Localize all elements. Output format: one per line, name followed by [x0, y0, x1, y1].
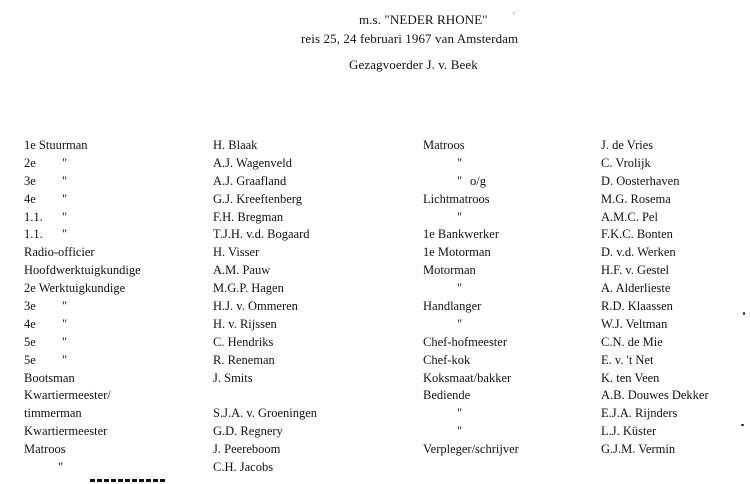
crew-name: K. ten Veen	[601, 370, 660, 385]
ditto-mark: "	[457, 406, 463, 421]
ditto-mark: "	[62, 227, 68, 242]
crew-name: A.M.C. Pel	[601, 209, 658, 224]
crew-rank-row	[423, 405, 519, 423]
crew-rank: Lichtmatroos	[423, 191, 490, 206]
crew-rank-row	[24, 423, 141, 441]
crew-name: A. Alderlieste	[601, 281, 671, 296]
crew-rank-row	[423, 155, 519, 173]
crew-name: D. v.d. Werken	[601, 245, 676, 260]
crew-rank-row	[423, 262, 519, 280]
crew-rank: 1.1.	[24, 227, 43, 242]
ditto-mark: "	[62, 209, 68, 224]
crew-name: C. Vrolijk	[601, 155, 651, 170]
crew-rank-row	[423, 137, 519, 155]
captain-line: Gezagvoerder J. v. Beek	[349, 57, 478, 72]
crew-rank-row	[423, 441, 519, 459]
rank-suffix: o/g	[470, 173, 486, 188]
crew-rank: Handlanger	[423, 299, 482, 314]
crew-rank: 2e Werktuigkundige	[24, 281, 126, 296]
crew-rank-row	[423, 370, 519, 388]
crew-rank-row	[423, 298, 519, 316]
crew-rank: 3e	[24, 173, 36, 188]
crew-name: E. v. 't Net	[601, 352, 654, 367]
crew-name: C.H. Jacobs	[213, 460, 274, 475]
crew-rank-row	[423, 226, 519, 244]
crew-rank: Kwartiermeester	[24, 424, 108, 439]
crew-rank: Bediende	[423, 388, 471, 403]
ditto-mark: "	[457, 155, 463, 170]
ditto-mark: "	[457, 281, 463, 296]
crew-rank-row	[423, 352, 519, 370]
crew-rank: Matroos	[24, 442, 66, 457]
crew-rank: 1e Motorman	[423, 245, 491, 260]
crew-rank-row	[24, 137, 141, 155]
crew-rank-row	[24, 405, 141, 423]
crew-rank: Chef-kok	[423, 352, 471, 367]
crew-name: W.J. Veltman	[601, 316, 668, 331]
crew-name: G.J.M. Vermin	[601, 442, 676, 457]
crew-rank: Radio-officier	[24, 245, 95, 260]
crew-rank-row	[24, 352, 141, 370]
crew-name	[213, 387, 317, 405]
crew-name: J. Peereboom	[213, 442, 281, 457]
crew-rank: 3e	[24, 299, 36, 314]
crew-name: A.B. Douwes Dekker	[601, 388, 709, 403]
ditto-mark: "	[62, 191, 68, 206]
ditto-mark: "	[457, 316, 463, 331]
crew-rank-row	[24, 262, 141, 280]
crew-name: J. Smits	[213, 370, 253, 385]
crew-rank-row	[24, 370, 141, 388]
cut-line	[90, 479, 166, 482]
crew-name: C.N. de Mie	[601, 334, 663, 349]
crew-rank-row	[24, 334, 141, 352]
ditto-mark: "	[62, 155, 68, 170]
crew-rank: timmerman	[24, 406, 82, 421]
right-rank-column	[423, 137, 519, 459]
crew-rank: Motorman	[423, 263, 476, 278]
ditto-mark: "	[58, 460, 64, 475]
crew-name: H. Blaak	[213, 138, 258, 152]
crew-name: L.J. Küster	[601, 424, 657, 439]
crew-name: H. v. Rijssen	[213, 316, 277, 331]
scan-speck	[743, 312, 745, 315]
ditto-mark: "	[62, 299, 68, 314]
ship-title: m.s. "NEDER RHONE"	[359, 12, 488, 27]
crew-rank: Koksmaat/bakker	[423, 370, 512, 385]
left-rank-column	[24, 137, 141, 477]
crew-rank-row	[423, 191, 519, 209]
crew-rank: 1e Stuurman	[24, 138, 88, 152]
crew-name: G.J. Kreeftenberg	[213, 191, 302, 206]
crew-rank-row	[24, 155, 141, 173]
crew-name: H.F. v. Gestel	[601, 263, 669, 278]
scan-speck	[741, 424, 744, 426]
crew-rank-row	[423, 209, 519, 227]
crew-name: T.J.H. v.d. Bogaard	[213, 227, 310, 242]
crew-rank-row	[423, 173, 519, 191]
ditto-mark: "	[62, 316, 68, 331]
ditto-mark: "	[62, 334, 68, 349]
crew-rank: 5e	[24, 352, 36, 367]
crew-rank-row	[423, 334, 519, 352]
ditto-mark: "	[62, 352, 68, 367]
crew-name: J. de Vries	[601, 138, 654, 152]
crew-name: E.J.A. Rijnders	[601, 406, 678, 421]
crew-rank: Bootsman	[24, 370, 75, 385]
crew-name: F.H. Bregman	[213, 209, 284, 224]
crew-name: R.D. Klaassen	[601, 299, 673, 314]
crew-rank-row	[24, 387, 141, 405]
crew-rank: Verpleger/schrijver	[423, 442, 519, 457]
crew-rank: Hoofdwerktuigkundige	[24, 263, 141, 278]
ditto-mark: "	[457, 209, 463, 224]
crew-rank-row	[24, 298, 141, 316]
crew-name: H. Visser	[213, 245, 260, 260]
crew-name: M.G.P. Hagen	[213, 281, 284, 296]
crew-name: A.J. Graafland	[213, 173, 287, 188]
crew-name: M.G. Rosema	[601, 191, 671, 206]
left-name-column	[213, 137, 317, 477]
crew-rank-row	[423, 280, 519, 298]
crew-rank: 2e	[24, 155, 36, 170]
crew-name: S.J.A. v. Groeningen	[213, 406, 318, 421]
crew-rank-row	[423, 244, 519, 262]
crew-rank: Chef-hofmeester	[423, 334, 507, 349]
crew-rank: 1e Bankwerker	[423, 227, 500, 242]
crew-rank-row	[24, 244, 141, 262]
crew-rank: 1.1.	[24, 209, 43, 224]
crew-rank-row	[24, 316, 141, 334]
crew-name: F.K.C. Bonten	[601, 227, 673, 242]
crew-rank-row	[24, 280, 141, 298]
crew-rank-row	[423, 387, 519, 405]
ditto-mark: "	[457, 173, 463, 188]
right-name-column	[601, 137, 709, 459]
crew-rank: Kwartiermeester/	[24, 388, 111, 403]
voyage-line: reis 25, 24 februari 1967 van Amsterdam	[301, 31, 519, 46]
crew-rank-row	[423, 316, 519, 334]
crew-name: A.J. Wagenveld	[213, 155, 292, 170]
crew-name: H.J. v. Ommeren	[213, 299, 298, 314]
crew-rank: Matroos	[423, 138, 465, 152]
scan-mark: '	[513, 11, 515, 22]
crew-rank-row	[423, 423, 519, 441]
crew-rank: 5e	[24, 334, 36, 349]
crew-rank-row	[24, 173, 141, 191]
ditto-mark: "	[62, 173, 68, 188]
ditto-mark: "	[457, 424, 463, 439]
crew-name: D. Oosterhaven	[601, 173, 680, 188]
crew-rank: 4e	[24, 316, 36, 331]
crew-name: C. Hendriks	[213, 334, 274, 349]
crew-rank-row	[24, 209, 141, 227]
crew-rank-row	[24, 226, 141, 244]
crew-rank-row	[24, 459, 141, 477]
crew-name: R. Reneman	[213, 352, 275, 367]
crew-rank: 4e	[24, 191, 36, 206]
crew-name: A.M. Pauw	[213, 263, 271, 278]
crew-rank-row	[24, 191, 141, 209]
crew-rank-row	[24, 441, 141, 459]
crew-name: G.D. Regnery	[213, 424, 283, 439]
